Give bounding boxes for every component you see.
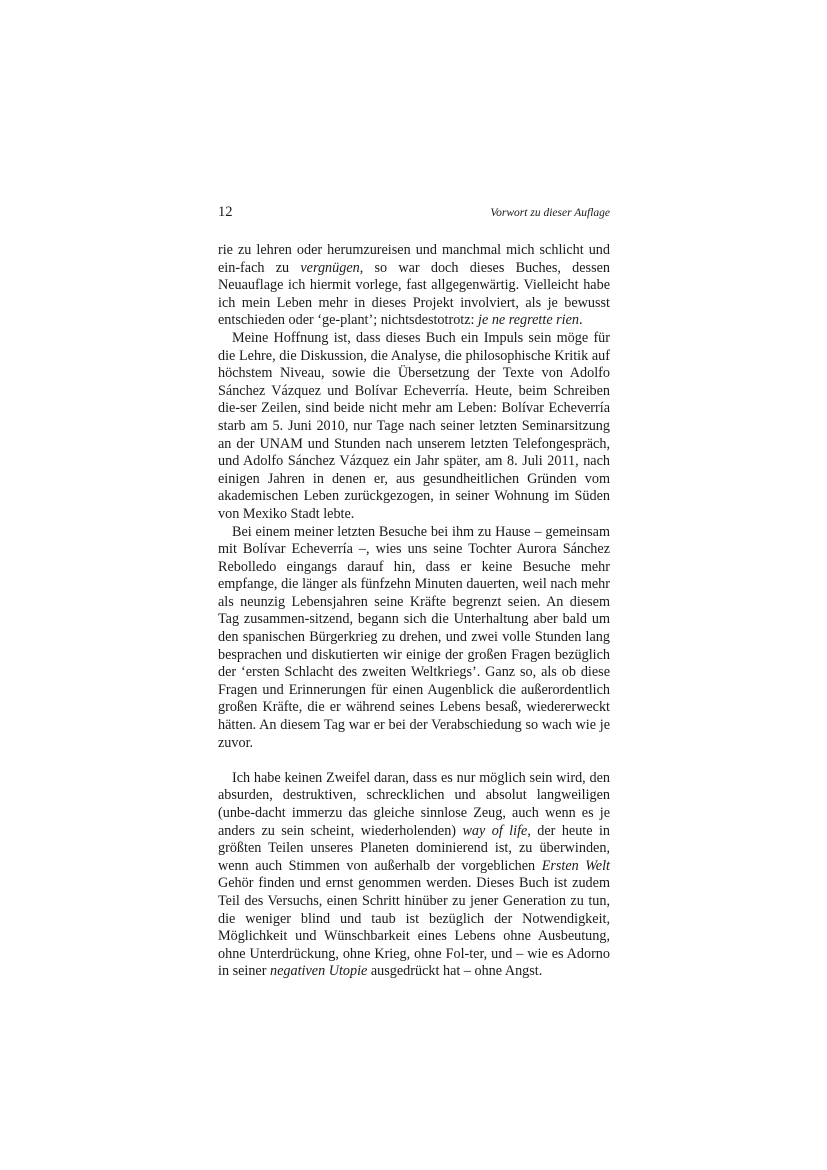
text-run: . [579, 312, 583, 329]
running-title: Vorwort zu dieser Auflage [490, 207, 610, 219]
running-header [218, 204, 610, 224]
paragraph-4 [218, 770, 610, 981]
italic-run: way of life [462, 822, 528, 839]
body-text [218, 242, 610, 981]
italic-run: je ne regrette rien [478, 312, 580, 329]
page-number: 12 [218, 204, 233, 220]
text-run: rie zu lehren oder herumzureisen und manchmal mich schlicht und ein-fach zu [218, 242, 610, 276]
text-run: , so war doch dieses Buches, dessen Neuauflage ich hiermit vorlege, fast allgegenwärtig. Vielleicht habe ich mein Leben mehr in dieses Projekt involviert, als je bewusst entschieden oder ‘ge-plant’; nichtsdestotrotz: [218, 259, 610, 329]
italic-run: Ersten Welt [541, 857, 610, 874]
paragraph-3 [218, 524, 610, 753]
text-run: , der heute in größten Teilen unseres Planeten dominierend ist, zu überwinden, wenn auch Stimmen von außerhalb der vorgeblichen [218, 822, 610, 874]
book-page [218, 204, 610, 981]
text-run: ausgedrückt hat – ohne Angst. [367, 963, 543, 980]
italic-run: negativen Utopie [270, 963, 368, 980]
text-run: Ich habe keinen Zweifel daran, dass es nur möglich sein wird, den absurden, destruktiven, schrecklichen und absolut langweiligen (unbe-dacht immerzu das gleiche sinnlose Zeug, auch wenn es je anders zu sein scheint, wiederholenden) [218, 769, 610, 839]
paragraph-1 [218, 242, 610, 330]
italic-run: vergnügen [300, 259, 360, 276]
text-run: Bei einem meiner letzten Besuche bei ihm zu Hause – gemeinsam mit Bolívar Echeverría –, wies uns seine Tochter Aurora Sánchez Rebolledo eingangs darauf hin, dass er keine Besuche mehr empfange, die länger als fünfzehn Minuten dauerten, weil nach mehr als neunzig Lebensjahren seine Kräfte begrenzt seien. An diesem Tag zusammen-sitzend, begann sich die Unterhaltung aber bald um den spanischen Bürgerkrieg zu drehen, und zwei volle Stunden lang besprachen und diskutierten wir einige der großen Fragen bezüglich der ‘ersten Schlacht des zweiten Weltkriegs’. Ganz so, als ob diese Fragen und Erinnerungen für einen Augenblick die außerordentlich großen Kräfte, die er während seines Lebens besaß, wiedererweckt hätten. An diesem Tag war er bei der Verabschiedung so wach wie je zuvor. [218, 523, 610, 751]
text-run: Gehör finden und ernst genommen werden. Dieses Buch ist zudem Teil des Versuchs, einen Schritt hinüber zu jener Generation zu tun, die weniger blind und taub ist bezüglich der Notwendigkeit, Möglichkeit und Wünschbarkeit eines Lebens ohne Ausbeutung, ohne Unterdrückung, ohne Krieg, ohne Fol-ter, und – wie es Adorno in seiner [218, 875, 610, 980]
paragraph-2 [218, 330, 610, 524]
text-run: Meine Hoffnung ist, dass dieses Buch ein Impuls sein möge für die Lehre, die Diskussion, die Analyse, die philosophische Kritik auf höchstem Niveau, sowie die Übersetzung der Texte von Adolfo Sánchez Vázquez und Bolívar Echeverría. Heute, beim Schreiben die-ser Zeilen, sind beide nicht mehr am Leben: Bolívar Echeverría starb am 5. Juni 2010, nur Tage nach seiner letzten Seminarsitzung an der UNAM und Stunden nach unserem letzten Telefongespräch, und Adolfo Sánchez Vázquez ein Jahr später, am 8. Juli 2011, nach einigen Jahren in denen er, aus gesundheitlichen Gründen vom akademischen Leben zurückgezogen, in seiner Wohnung im Süden von Mexiko Stadt lebte. [218, 329, 610, 522]
